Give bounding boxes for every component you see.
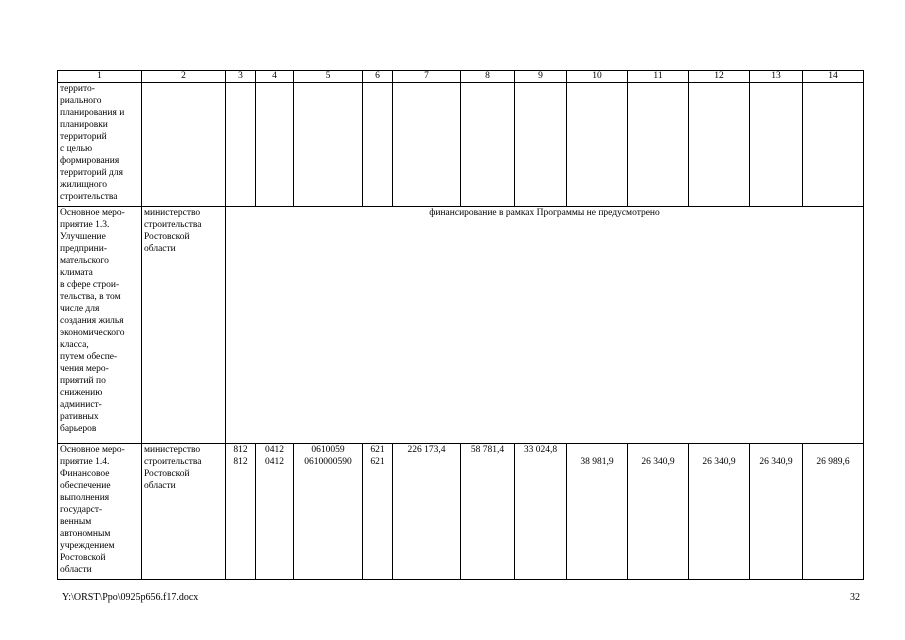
row3-year3: 38 981,9 bbox=[580, 457, 614, 467]
row2-financing-note: финансирование в рамках Программы не предусмотрено bbox=[226, 207, 864, 444]
table-row bbox=[58, 83, 864, 207]
col-header-10: 10 bbox=[567, 71, 628, 83]
col-header-5: 5 bbox=[294, 71, 363, 83]
row3-csr: 0610059 0610000590 bbox=[294, 444, 363, 580]
page-number: 32 bbox=[850, 592, 860, 603]
col-header-11: 11 bbox=[628, 71, 689, 83]
row2-name: Основное меро- приятие 1.3. Улучшение предприни- мательского климата в сфере строи- тельства, в том числе для создания жилья экономического класса, путем обеспе- чения меро- приятий по снижению админист- ративных барьеров bbox=[58, 207, 142, 444]
row3-vr: 621 621 bbox=[363, 444, 393, 580]
row3-year4: 26 340,9 bbox=[641, 457, 675, 467]
file-path: Y:\ORST\Ppo\0925p656.f17.docx bbox=[62, 592, 199, 603]
row3-name: Основное меро- приятие 1.4. Финансовое обеспечение выполнения государст- венным автономным учреждением Ростовской области bbox=[58, 444, 142, 580]
row3-total: 226 173,4 bbox=[393, 444, 461, 580]
col-header-3: 3 bbox=[226, 71, 256, 83]
col-header-1: 1 bbox=[58, 71, 142, 83]
col-header-2: 2 bbox=[142, 71, 226, 83]
row3-executor: министерство строительства Ростовской области bbox=[142, 444, 226, 580]
row3-year7: 26 989,6 bbox=[816, 457, 850, 467]
row3-year2: 33 024,8 bbox=[515, 444, 567, 580]
col-header-7: 7 bbox=[393, 71, 461, 83]
budget-table bbox=[57, 70, 864, 580]
col-header-14: 14 bbox=[803, 71, 864, 83]
row3-year5: 26 340,9 bbox=[702, 457, 736, 467]
row3-year6: 26 340,9 bbox=[759, 457, 793, 467]
col-header-6: 6 bbox=[363, 71, 393, 83]
table-row bbox=[58, 207, 864, 444]
col-header-8: 8 bbox=[461, 71, 515, 83]
table-row bbox=[58, 444, 864, 580]
row1-executor bbox=[142, 83, 226, 207]
row3-year1: 58 781,4 bbox=[461, 444, 515, 580]
row3-rzpr: 0412 0412 bbox=[256, 444, 294, 580]
col-header-9: 9 bbox=[515, 71, 567, 83]
col-header-13: 13 bbox=[750, 71, 803, 83]
col-header-12: 12 bbox=[689, 71, 750, 83]
col-header-4: 4 bbox=[256, 71, 294, 83]
row3-grbs: 812 812 bbox=[226, 444, 256, 580]
row2-executor: министерство строительства Ростовской области bbox=[142, 207, 226, 444]
column-number-row bbox=[58, 71, 864, 83]
row1-name: террито- риального планирования и планировки территорий с целью формирования территорий для жилищного строительства bbox=[58, 83, 142, 207]
